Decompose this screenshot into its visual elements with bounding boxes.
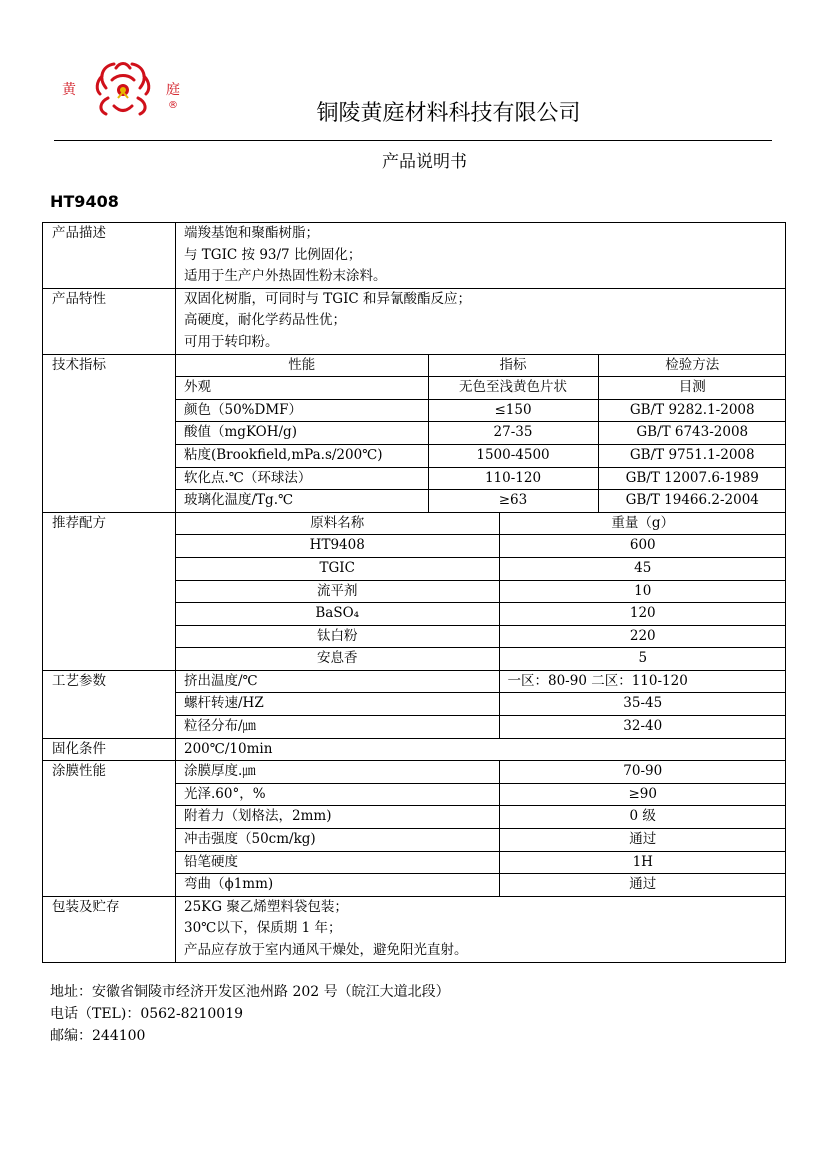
features-content [176, 288, 786, 354]
table-row [176, 422, 786, 445]
description-label: 产品描述 [43, 223, 176, 289]
tech-method: GB/T 6743-2008 [598, 422, 786, 445]
cure-value: 200℃/10min [176, 738, 786, 761]
features-row [43, 288, 786, 354]
tech-property: 软化点.℃（环球法） [176, 467, 428, 490]
table-row [176, 693, 786, 716]
process-param: 螺杆转速/HZ [176, 693, 499, 716]
description-line: 适用于生产户外热固性粉末涂料。 [184, 268, 387, 285]
description-content [176, 223, 786, 289]
packaging-label: 包装及贮存 [43, 896, 176, 962]
process-label: 工艺参数 [43, 670, 176, 738]
tech-spec: 1500-4500 [428, 444, 598, 467]
film-value: 通过 [499, 829, 786, 852]
tech-method: GB/T 12007.6-1989 [598, 467, 786, 490]
document-title: 产品说明书 [382, 152, 467, 172]
table-row [176, 603, 786, 626]
table-row [176, 761, 786, 783]
film-property: 光泽.60°，% [176, 783, 499, 806]
tech-property: 酸值（mgKOH/g) [176, 422, 428, 445]
features-line: 高硬度，耐化学药品性优； [184, 312, 346, 329]
header-divider [54, 140, 772, 141]
features-line: 可用于转印粉。 [184, 333, 279, 350]
tech-header: 性能 [176, 355, 428, 377]
table-row [176, 467, 786, 490]
formula-material: HT9408 [176, 535, 499, 558]
table-row [176, 557, 786, 580]
tech-header-row [176, 355, 786, 377]
formula-weight: 220 [499, 625, 786, 648]
packaging-row [43, 896, 786, 962]
spec-table [42, 222, 786, 963]
tech-spec: ≥63 [428, 490, 598, 512]
film-property: 弯曲（ϕ1mm) [176, 874, 499, 896]
features-label: 产品特性 [43, 288, 176, 354]
tech-spec: 110-120 [428, 467, 598, 490]
formula-material: 安息香 [176, 648, 499, 670]
tech-spec: 27-35 [428, 422, 598, 445]
tech-header: 检验方法 [598, 355, 786, 377]
tech-property: 外观 [176, 377, 428, 400]
tech-property: 粘度(Brookfield,mPa.s/200℃) [176, 444, 428, 467]
description-line: 与 TGIC 按 93/7 比例固化； [184, 246, 362, 263]
packaging-line: 30℃以下，保质期 1 年； [184, 920, 342, 937]
film-row [43, 761, 786, 897]
formula-material: TGIC [176, 557, 499, 580]
logo-char-right: 庭 [166, 82, 180, 98]
registered-mark: ® [168, 100, 178, 111]
film-value: 70-90 [499, 761, 786, 783]
table-row [176, 444, 786, 467]
tech-method: GB/T 19466.2-2004 [625, 492, 759, 509]
film-value: 0 级 [499, 806, 786, 829]
film-value: 1H [499, 851, 786, 874]
address: 地址：安徽省铜陵市经济开发区池州路 202 号（皖江大道北段） [50, 984, 450, 1000]
formula-label: 推荐配方 [43, 512, 176, 670]
description-line: 端羧基饱和聚酯树脂； [184, 225, 319, 241]
film-property: 冲击强度（50cm/kg) [176, 829, 499, 852]
film-table [176, 761, 786, 897]
tech-method: GB/T 9282.1-2008 [598, 399, 786, 422]
process-value: 35-45 [499, 693, 786, 716]
table-row [176, 851, 786, 874]
features-line: 双固化树脂，可同时与 TGIC 和异氰酸酯反应； [184, 290, 472, 307]
tech-label: 技术指标 [43, 354, 176, 512]
tech-property: 玻璃化温度/Tg.℃ [176, 490, 428, 512]
table-row [176, 490, 786, 512]
process-table [176, 670, 786, 738]
postcode: 邮编：244100 [50, 1028, 146, 1044]
tech-spec: 无色至浅黄色片状 [428, 377, 598, 400]
logo-char-left: 黄 [62, 82, 76, 98]
formula-weight: 5 [638, 650, 648, 667]
formula-weight: 45 [499, 557, 786, 580]
company-name: 铜陵黄庭材料科技有限公司 [316, 101, 581, 126]
description-row [43, 223, 786, 289]
table-row [176, 829, 786, 852]
film-value: ≥90 [499, 783, 786, 806]
cure-row [43, 738, 786, 761]
formula-header: 原料名称 [176, 513, 499, 535]
process-row [43, 670, 786, 738]
table-row [176, 806, 786, 829]
formula-header: 重量（g） [499, 513, 786, 535]
packaging-line: 产品应存放于室内通风干燥处，避免阳光直射。 [184, 942, 468, 958]
formula-weight: 600 [499, 535, 786, 558]
film-property: 铅笔硬度 [176, 851, 499, 874]
process-value: 一区：80-90 二区：110-120 [499, 671, 786, 693]
film-property: 附着力（划格法，2mm) [176, 806, 499, 829]
formula-weight: 120 [499, 603, 786, 626]
tech-header: 指标 [428, 355, 598, 377]
tech-method: GB/T 9751.1-2008 [598, 444, 786, 467]
formula-row [43, 512, 786, 670]
formula-material: 钛白粉 [176, 625, 499, 648]
table-row [176, 399, 786, 422]
film-value: 通过 [629, 876, 657, 893]
table-row [176, 716, 786, 738]
cure-label: 固化条件 [43, 738, 176, 761]
product-code: HT9408 [50, 192, 119, 211]
packaging-content [176, 896, 786, 962]
table-row [176, 580, 786, 603]
table-row [176, 874, 786, 896]
film-property: 涂膜厚度.㎛ [176, 761, 499, 783]
packaging-line: 25KG 聚乙烯塑料袋包装； [184, 898, 348, 915]
process-param: 挤出温度/℃ [176, 671, 499, 693]
tech-property: 颜色（50%DMF） [176, 399, 428, 422]
table-row [176, 625, 786, 648]
tech-row [43, 354, 786, 512]
table-row [176, 535, 786, 558]
formula-table [176, 512, 786, 670]
formula-weight: 10 [499, 580, 786, 603]
formula-material: 流平剂 [176, 580, 499, 603]
table-row [176, 377, 786, 400]
process-param: 粒径分布/㎛ [176, 716, 499, 738]
formula-header-row [176, 513, 786, 535]
contact-info [50, 981, 450, 1047]
tech-method: 目测 [598, 377, 786, 400]
table-row [176, 671, 786, 693]
table-row [176, 783, 786, 806]
table-row [176, 648, 786, 670]
tech-spec: ≤150 [428, 399, 598, 422]
formula-material: BaSO₄ [176, 603, 499, 626]
film-label: 涂膜性能 [43, 761, 176, 897]
phone: 电话（TEL)：0562-8210019 [50, 1006, 244, 1022]
tech-table [176, 354, 786, 512]
process-value: 32-40 [623, 718, 663, 735]
